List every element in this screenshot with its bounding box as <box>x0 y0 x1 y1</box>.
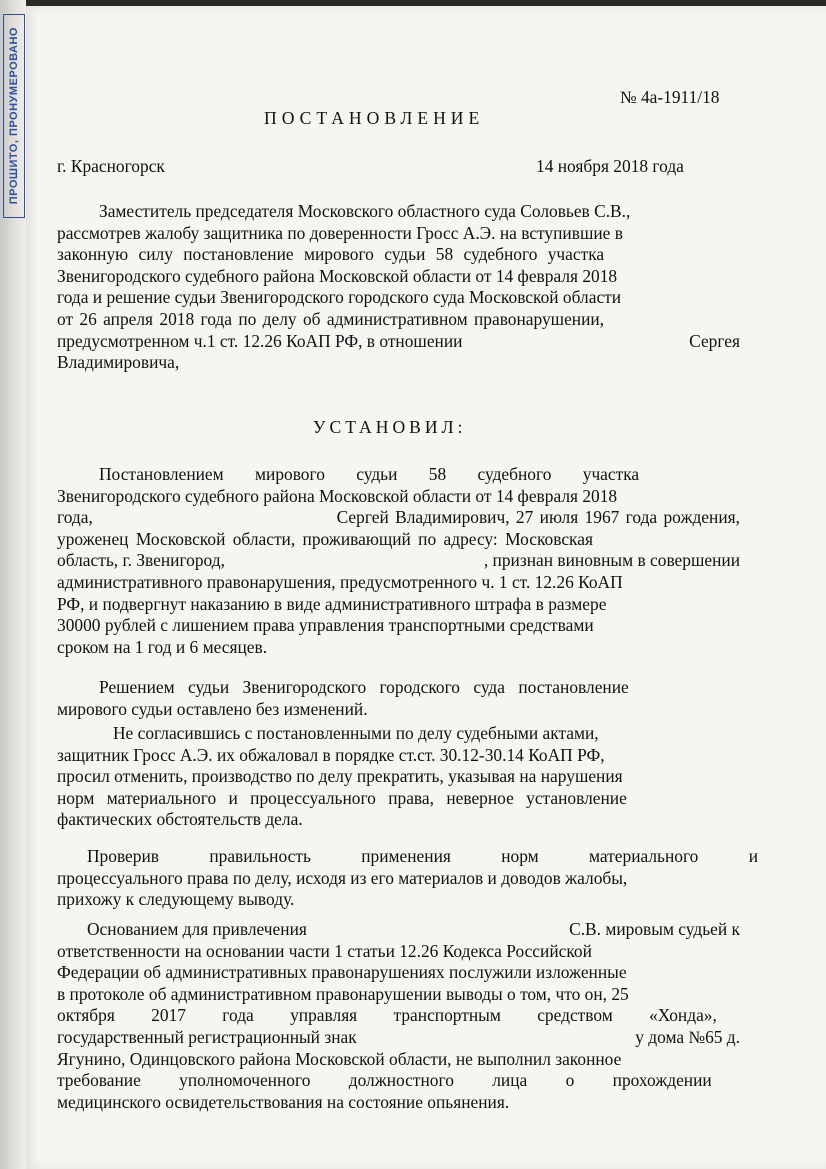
text-line: государственный регистрационный знак у дома №65 д. <box>57 1026 740 1047</box>
city: г. Красногорск <box>57 156 165 176</box>
text-line: ответственности на основании части 1 статьи 12.26 Кодекса Российской <box>57 940 592 961</box>
text-line: 30000 рублей с лишением права управления транспортными средствами <box>57 615 594 636</box>
text-line: года и решение судьи Звенигородского городского суда Московской области <box>57 287 622 308</box>
text-line: в протоколе об административном правонарушении выводы о том, что он, 25 <box>57 983 629 1004</box>
binding-stamp: ПРОШИТО, ПРОНУМЕРОВАНО <box>3 14 25 218</box>
text-line: медицинского освидетельствования на состояние опьянения. <box>57 1091 510 1112</box>
text-line: мирового судьи оставлено без изменений. <box>57 698 368 719</box>
text-line: защитник Гросс А.Э. их обжаловал в порядке ст.ст. 30.12-30.14 КоАП РФ, <box>57 744 605 765</box>
document-date: 14 ноября 2018 года <box>536 156 684 176</box>
text-line: требование уполномоченного должностного лица о прохождении <box>57 1070 712 1091</box>
text-line: область, г. Звенигород, , признан виновным в совершении <box>57 550 740 571</box>
text-line: уроженец Московской области, проживающий по адресу: Московская <box>57 528 593 549</box>
text-line: Владимировича, <box>57 352 180 373</box>
text-line: прихожу к следующему выводу. <box>57 889 295 910</box>
text-line: Не согласившись с постановленными по делу судебными актами, <box>113 723 599 743</box>
text-line: Решением судьи Звенигородского городского суда постановление <box>99 677 629 697</box>
text-line: предусмотренном ч.1 ст. 12.26 КоАП РФ, в отношении Сергея <box>57 330 740 351</box>
paragraph-3 <box>57 723 740 831</box>
text-line: административного правонарушения, предусмотренного ч. 1 ст. 12.26 КоАП <box>57 571 623 592</box>
paragraph-4 <box>57 846 759 911</box>
case-number: № 4а-1911/18 <box>620 87 720 107</box>
text-line: Постановлением мирового судьи 58 судебного участка <box>99 464 640 484</box>
text-line: Звенигородского судебного района Московской области от 14 февраля 2018 <box>57 265 618 286</box>
paragraph-1 <box>57 464 740 658</box>
text-line: Ягунино, Одинцовского района Московской области, не выполнил законное <box>57 1048 622 1069</box>
text-line: норм материального и процессуального права, неверное установление <box>57 787 627 808</box>
text-line: просил отменить, производство по делу прекратить, указывая на нарушения <box>57 766 623 787</box>
document-title: ПОСТАНОВЛЕНИЕ <box>264 108 485 128</box>
text-line: рассмотрев жалобу защитника по доверенности Гросс А.Э. на вступившие в <box>57 222 623 243</box>
text-line: РФ, и подвергнут наказанию в виде административного штрафа в размере <box>57 593 607 614</box>
text-line: от 26 апреля 2018 года по делу об административном правонарушении, <box>57 308 605 329</box>
text-line: Федерации об административных правонарушениях послужили изложенные <box>57 962 627 983</box>
text-line: Заместитель председателя Московского областного суда Соловьев С.В., <box>99 201 631 221</box>
text-line: Основанием для привлечения С.В. мировым судьей к <box>87 919 740 939</box>
text-line: Звенигородского судебного района Московской области от 14 февраля 2018 <box>57 485 618 506</box>
text-line: сроком на 1 год и 6 месяцев. <box>57 636 268 657</box>
section-heading: УСТАНОВИЛ: <box>313 417 467 437</box>
text-line: октября 2017 года управляя транспортным средством «Хонда», <box>57 1005 717 1026</box>
text-line: Проверив правильность применения норм материального и <box>87 846 759 866</box>
text-line: года, Сергей Владимирович, 27 июля 1967 года рождения, <box>57 507 740 528</box>
text-line: фактических обстоятельств дела. <box>57 809 303 830</box>
text-line: процессуального права по делу, исходя из его материалов и доводов жалобы, <box>57 867 628 888</box>
intro-paragraph <box>57 201 740 374</box>
paragraph-5 <box>57 919 740 1113</box>
text-line: законную силу постановление мирового судьи 58 судебного участка <box>57 244 605 265</box>
paragraph-2 <box>57 677 740 720</box>
